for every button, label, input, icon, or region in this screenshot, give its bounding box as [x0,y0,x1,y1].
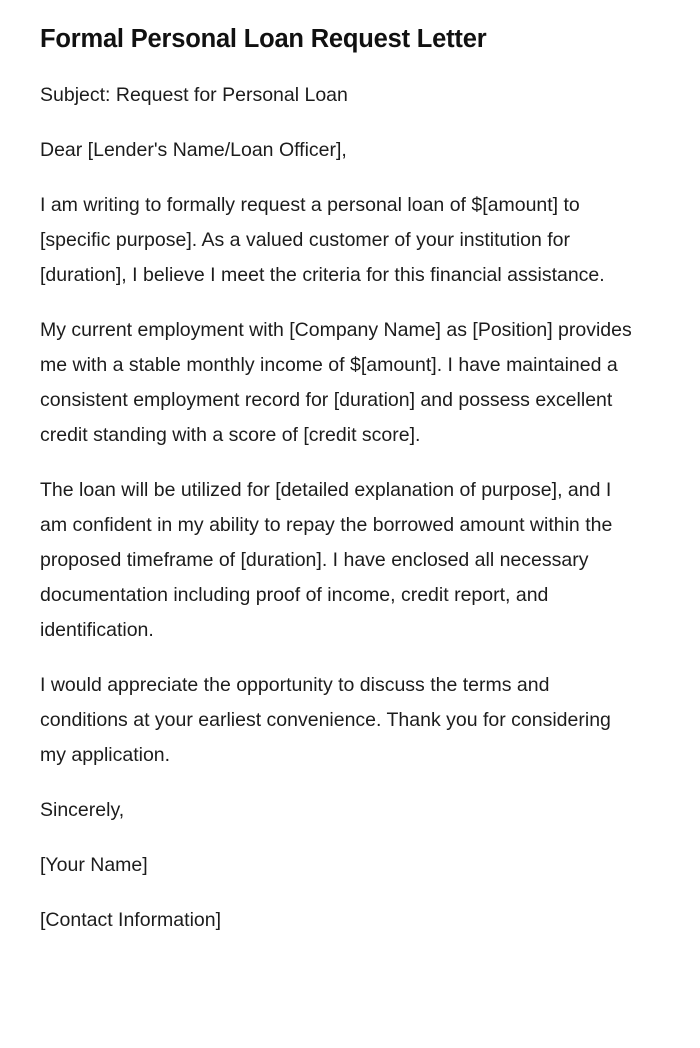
paragraph-loan-use: The loan will be utilized for [detailed explanation of purpose], and I am confident in my ability to repay the borrowed amount within the proposed timeframe of [duration]. I have enclosed all necessary documentation including proof of income, credit report, and identification. [40,478,618,641]
sign-off: Sincerely, [40,798,125,821]
salutation: Dear [Lender's Name/Loan Officer], [40,138,347,161]
paragraph-employment: My current employment with [Company Name] as [Position] provides me with a stable monthly income of $[amount]. I have maintained a consistent employment record for [duration] and possess excellent credit standing with a score of [credit score]. [40,318,638,446]
signature-name: [Your Name] [40,853,148,876]
paragraph-closing: I would appreciate the opportunity to discuss the terms and conditions at your earliest convenience. Thank you for considering my application. [40,673,617,766]
signature-contact: [Contact Information] [40,908,222,931]
page-title: Formal Personal Loan Request Letter [40,25,487,53]
paragraph-request: I am writing to formally request a personal loan of $[amount] to [specific purpose]. As a valued customer of your institution for [duration], I believe I meet the criteria for this financial assistance. [40,193,605,286]
subject-line: Subject: Request for Personal Loan [40,83,348,106]
